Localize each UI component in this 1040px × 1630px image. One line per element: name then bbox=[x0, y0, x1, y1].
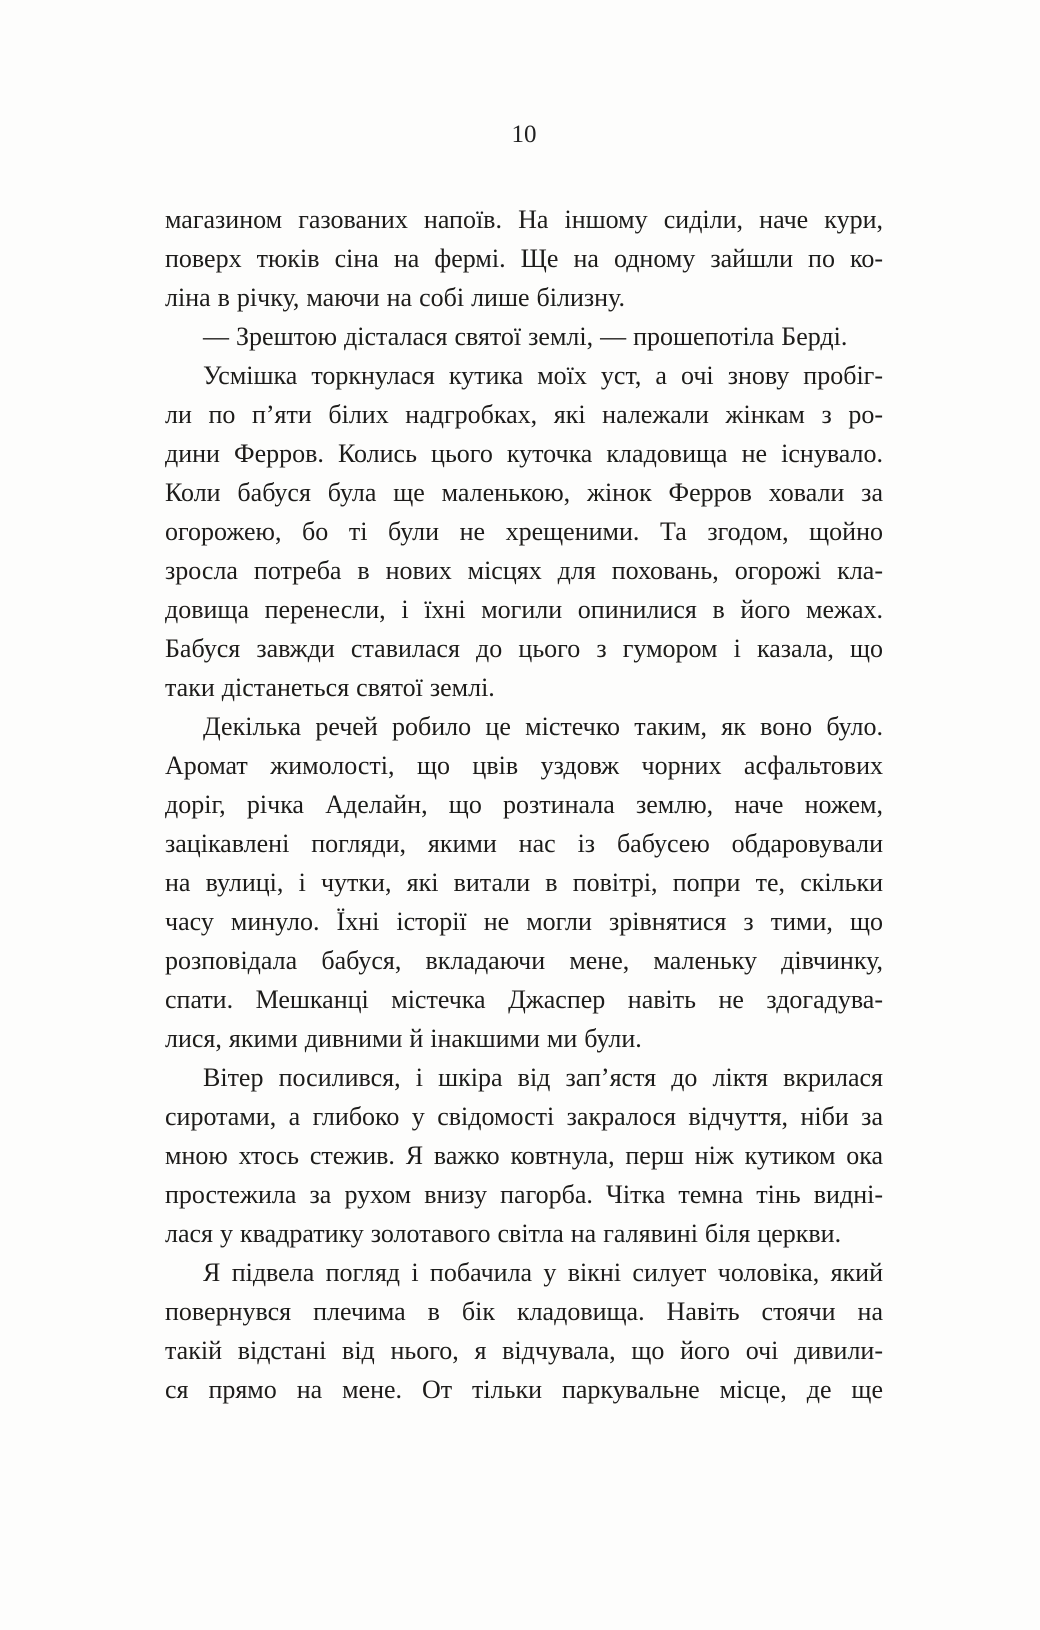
paragraph bbox=[165, 1058, 883, 1253]
paragraph bbox=[165, 707, 883, 1058]
text-line: доріг, річка Аделайн, що розтинала землю, наче ножем, bbox=[165, 790, 883, 819]
text-line: Вітер посилився, і шкіра від зап’ястя до ліктя вкрилася bbox=[203, 1063, 883, 1092]
text-line: мною хтось стежив. Я важко ковтнула, перш ніж кутиком ока bbox=[165, 1141, 883, 1170]
text-block bbox=[165, 200, 883, 1409]
text-line: ся прямо на мене. От тільки паркувальне місце, де ще bbox=[165, 1375, 883, 1404]
text-line: лася у квадратику золотавого світла на галявині біля церкви. bbox=[165, 1219, 842, 1248]
text-line: — Зрештою дісталася святої землі, — прошепотіла Берді. bbox=[203, 322, 848, 351]
paragraph bbox=[165, 1253, 883, 1409]
paragraph bbox=[165, 200, 883, 317]
text-line: Декілька речей робило це містечко таким, як воно було. bbox=[203, 712, 883, 741]
text-line: Бабуся завжди ставилася до цього з гумором і казала, що bbox=[165, 634, 883, 663]
page-number: 10 bbox=[511, 121, 537, 148]
text-line: зацікавлені погляди, якими нас із бабусею обдаровували bbox=[165, 829, 883, 858]
text-line: лися, якими дивними й інакшими ми були. bbox=[165, 1024, 642, 1053]
paragraph bbox=[165, 317, 883, 356]
text-line: таки дістанеться святої землі. bbox=[165, 673, 495, 702]
text-line: простежила за рухом внизу пагорба. Чітка темна тінь видні- bbox=[165, 1180, 883, 1209]
text-line: дини Ферров. Колись цього куточка кладовища не існувало. bbox=[165, 439, 883, 468]
text-line: на вулиці, і чутки, які витали в повітрі, попри те, скільки bbox=[165, 868, 883, 897]
text-line: зросла потреба в нових місцях для поховань, огорожі кла- bbox=[165, 556, 883, 585]
text-line: розповідала бабуся, вкладаючи мене, маленьку дівчинку, bbox=[165, 946, 883, 975]
text-line: довища перенесли, і їхні могили опинилися в його межах. bbox=[165, 595, 883, 624]
text-line: ліна в річку, маючи на собі лише білизну. bbox=[165, 283, 625, 312]
text-line: такій відстані від нього, я відчувала, що його очі дивили- bbox=[165, 1336, 883, 1365]
text-line: сиротами, а глибоко у свідомості закралося відчуття, ніби за bbox=[165, 1102, 883, 1131]
text-line: часу минуло. Їхні історії не могли зрівнятися з тими, що bbox=[165, 907, 883, 936]
text-line: магазином газованих напоїв. На іншому сиділи, наче кури, bbox=[165, 205, 883, 234]
text-line: повернувся плечима в бік кладовища. Навіть стоячи на bbox=[165, 1297, 883, 1326]
paragraph bbox=[165, 356, 883, 707]
text-line: Я підвела погляд і побачила у вікні силует чоловіка, який bbox=[203, 1258, 883, 1287]
text-line: огорожею, бо ті були не хрещеними. Та згодом, щойно bbox=[165, 517, 883, 546]
text-line: ли по п’яти білих надгробках, які належали жінкам з ро- bbox=[165, 400, 883, 429]
text-line: поверх тюків сіна на фермі. Ще на одному зайшли по ко- bbox=[165, 244, 883, 273]
text-line: Коли бабуся була ще маленькою, жінок Ферров ховали за bbox=[165, 478, 883, 507]
text-line: Аромат жимолості, що цвів уздовж чорних асфальтових bbox=[165, 751, 883, 780]
text-line: спати. Мешканці містечка Джаспер навіть не здогадува- bbox=[165, 985, 883, 1014]
text-line: Усмішка торкнулася кутика моїх уст, а очі знову пробіг- bbox=[203, 361, 883, 390]
